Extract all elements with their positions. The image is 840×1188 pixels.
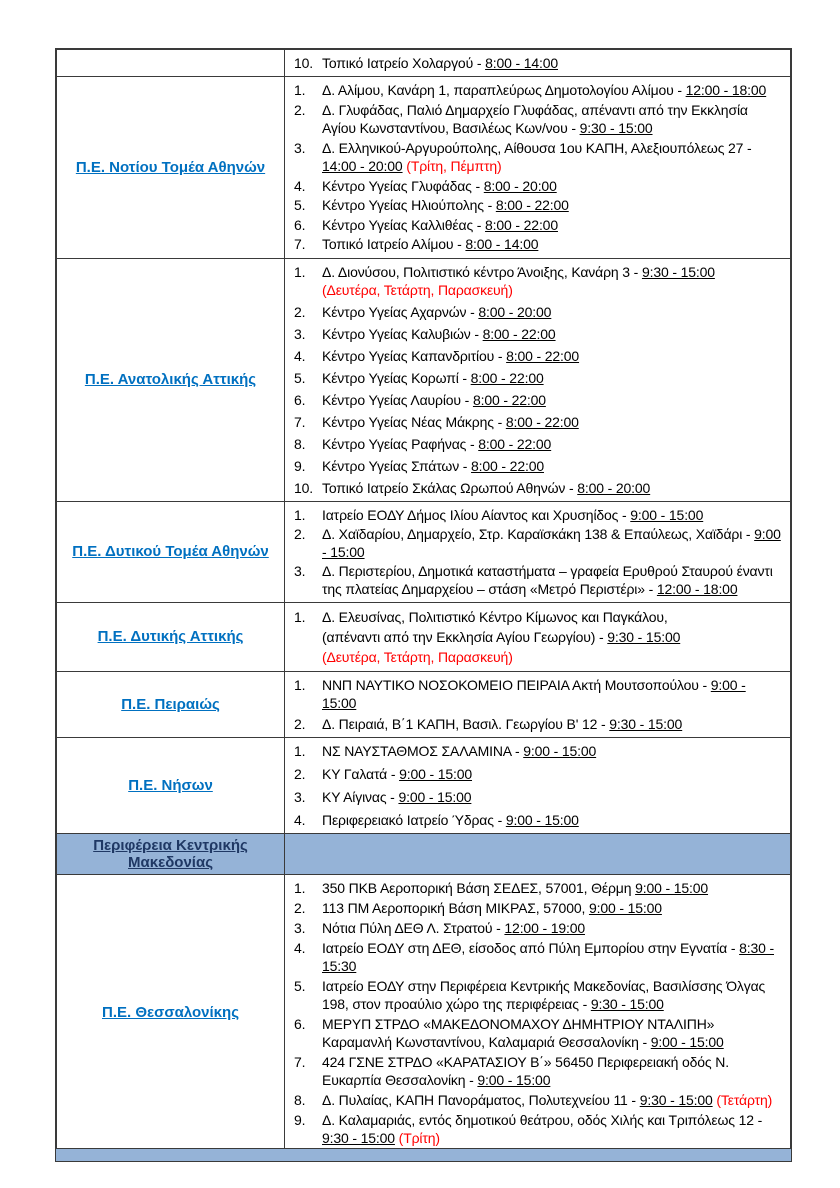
item-text xyxy=(322,81,782,100)
list-item xyxy=(294,54,782,72)
item-text xyxy=(322,525,782,561)
items-cell xyxy=(285,50,790,76)
schedule-table xyxy=(55,48,792,1153)
item-number: 6. xyxy=(294,1015,306,1032)
location-text: Τοπικό Ιατρείο Χολαργού - xyxy=(322,55,486,71)
time-range: 9:00 - 15:00 xyxy=(399,765,473,782)
item-text xyxy=(322,369,782,387)
item-number: 1. xyxy=(294,742,306,759)
item-text xyxy=(322,1053,782,1089)
time-range: 9:00 - 15:00 xyxy=(650,1033,724,1050)
time-range: 14:00 - 20:00 xyxy=(322,158,403,174)
time-range: 8:00 - 14:00 xyxy=(485,55,559,71)
time-range: 9:00 - 15:00 xyxy=(630,506,704,523)
item-number: 3. xyxy=(294,139,306,156)
time-range: 9:30 - 15:00 xyxy=(609,715,683,732)
items-cell xyxy=(285,672,790,737)
time-range: 9:30 - 15:00 xyxy=(639,1091,713,1108)
region-label[interactable]: Περιφέρεια Κεντρικής Μακεδονίας xyxy=(93,836,248,871)
location-text: Δ. Ελευσίνας, Πολιτιστικό Κέντρο Κίμωνος και Παγκάλου, xyxy=(322,608,668,625)
location-text: 350 ΠΚΒ Αεροπορική Βάση ΣΕΔΕΣ, 57001, Θέρμη xyxy=(322,879,636,896)
time-range: 12:00 - 19:00 xyxy=(504,919,585,936)
region-cell xyxy=(57,50,285,76)
list-item xyxy=(294,263,782,299)
location-text: Δ. Ελληνικού-Αργυρούπολης, Αίθουσα 1ου ΚΑΠΗ, Αλεξιουπόλεως 27 - xyxy=(322,139,752,156)
items-cell xyxy=(285,77,790,258)
item-number: 2. xyxy=(294,101,306,118)
time-range: 9:00 - 15:00 xyxy=(322,676,746,711)
time-range: 12:00 - 18:00 xyxy=(656,580,738,597)
location-text: Ιατρείο ΕΟΔΥ στην Περιφέρεια Κεντρικής Μακεδονίας, Βασιλίσσης Όλγας 198, στον προαύλιο χώρο της περιφέρειας - xyxy=(322,977,766,1012)
time-range: 8:00 - 22:00 xyxy=(495,197,569,213)
item-text xyxy=(322,742,782,760)
item-text xyxy=(322,788,782,806)
item-text xyxy=(322,139,782,176)
list-item xyxy=(294,506,782,524)
item-number: 2. xyxy=(294,303,306,320)
item-number: 1. xyxy=(294,506,306,523)
list-item xyxy=(294,1053,782,1089)
location-text: Δ. Πυλαίας, ΚΑΠΗ Πανοράματος, Πολυτεχνείου 11 - xyxy=(322,1091,640,1108)
list-item xyxy=(294,413,782,431)
item-number: 7. xyxy=(294,1053,306,1070)
location-text: Κέντρο Υγείας Λαυρίου - xyxy=(322,391,473,408)
item-text xyxy=(322,413,782,431)
item-number: 1. xyxy=(294,82,306,98)
time-range: 9:30 - 15:00 xyxy=(641,263,715,280)
item-text xyxy=(322,506,782,524)
time-range: 9:30 - 15:00 xyxy=(322,1129,395,1146)
list-item xyxy=(294,899,782,917)
item-text xyxy=(322,1091,782,1109)
location-text: Δ. Περιστερίου, Δημοτικά καταστήματα – γραφεία Ερυθρού Σταυρού έναντι της πλατείας Δημαρχείου – στάση «Μετρό Περιστέρι» - xyxy=(322,562,773,597)
time-range: 9:00 - 15:00 xyxy=(505,811,579,828)
region-row xyxy=(57,76,790,258)
region-label[interactable]: Π.Ε. Ανατολικής Αττικής xyxy=(84,371,257,388)
item-text xyxy=(322,347,782,365)
region-label[interactable]: Π.Ε. Δυτικού Τομέα Αθηνών xyxy=(72,543,269,560)
location-text: Δ. Αλίμου, Κανάρη 1, παραπλεύρως Δημοτολογίου Αλίμου - xyxy=(322,82,686,98)
item-number: 1. xyxy=(294,263,306,280)
time-range: 9:30 - 15:00 xyxy=(590,995,664,1012)
time-range: 9:30 - 15:00 xyxy=(579,120,653,136)
list-item xyxy=(294,196,782,215)
region-label[interactable]: Π.Ε. Νήσων xyxy=(128,776,213,794)
items-cell xyxy=(285,875,790,1151)
item-text xyxy=(322,811,782,829)
item-text xyxy=(322,263,782,299)
item-number: 3. xyxy=(294,562,306,579)
item-text xyxy=(322,391,782,409)
time-range: 9:00 - 15:00 xyxy=(322,525,781,560)
region-label[interactable]: Π.Ε. Θεσσαλονίκης xyxy=(101,1004,240,1021)
item-text xyxy=(322,177,782,196)
item-number: 4. xyxy=(294,939,306,956)
item-number: 2. xyxy=(294,715,306,732)
items-cell xyxy=(285,834,790,874)
item-number: 5. xyxy=(294,197,306,213)
item-text xyxy=(322,216,782,235)
location-text: Κέντρο Υγείας Καπανδριτίου - xyxy=(322,347,507,364)
list-item xyxy=(294,742,782,760)
location-text: ΝΣ ΝΑΥΣΤΑΘΜΟΣ ΣΑΛΑΜΙΝΑ - xyxy=(322,742,524,759)
region-cell xyxy=(57,672,285,737)
item-number: 2. xyxy=(294,765,306,782)
location-text: Δ. Γλυφάδας, Παλιό Δημαρχείο Γλυφάδας, απέναντι από την Εκκλησία Αγίου Κωνσταντίνου, Βασιλέως Κων/νου - xyxy=(322,101,748,136)
item-number: 4. xyxy=(294,347,306,364)
time-range: 8:00 - 22:00 xyxy=(506,347,580,364)
location-text: 113 ΠΜ Αεροπορική Βάση ΜΙΚΡΑΣ, 57000, xyxy=(322,899,589,916)
location-text: Δ. Χαϊδαρίου, Δημαρχείο, Στρ. Καραϊσκάκη 138 & Επαύλεως, Χαϊδάρι - xyxy=(322,525,755,542)
item-text xyxy=(322,1111,782,1147)
item-text xyxy=(322,939,782,975)
region-row xyxy=(57,602,790,671)
list-item xyxy=(294,525,782,561)
item-text xyxy=(322,879,782,897)
list-item xyxy=(294,325,782,343)
location-text: 424 ΓΣΝΕ ΣΤΡΔΟ «ΚΑΡΑΤΑΣΙΟΥ Β΄» 56450 Περιφερειακή οδός Ν. Ευκαρπία Θεσσαλονίκη - xyxy=(322,1053,729,1088)
list-item xyxy=(294,939,782,975)
time-range: 8:00 - 22:00 xyxy=(482,325,556,342)
item-number: 2. xyxy=(294,899,306,916)
location-text: Κέντρο Υγείας Αχαρνών - xyxy=(322,303,479,320)
region-label[interactable]: Π.Ε. Νοτίου Τομέα Αθηνών xyxy=(75,158,266,176)
time-range: 8:00 - 14:00 xyxy=(465,236,539,252)
region-cell xyxy=(57,502,285,602)
location-text: Κέντρο Υγείας Καλλιθέας - xyxy=(322,216,486,233)
location-text: Δ. Διονύσου, Πολιτιστικό κέντρο Άνοιξης, Κανάρη 3 - xyxy=(322,263,642,280)
region-cell xyxy=(57,603,285,671)
item-text xyxy=(322,715,782,733)
item-text xyxy=(322,977,782,1013)
list-item xyxy=(294,788,782,806)
list-item xyxy=(294,303,782,321)
item-number: 10. xyxy=(294,479,314,496)
item-number: 7. xyxy=(294,413,306,430)
item-number: 6. xyxy=(294,391,306,408)
schedule-day-note: (Τρίτη) xyxy=(394,1129,440,1146)
item-text xyxy=(322,676,782,712)
list-item xyxy=(294,101,782,138)
item-number: 1. xyxy=(294,879,306,896)
location-text: Καραμανλή Κωνσταντίνου, Καλαμαριά Θεσσαλονίκη - xyxy=(322,1033,651,1050)
item-number: 9. xyxy=(294,1111,306,1128)
item-number: 4. xyxy=(294,177,306,194)
item-text xyxy=(322,325,782,343)
list-item xyxy=(294,977,782,1013)
item-number: 3. xyxy=(294,325,306,342)
time-range: 8:00 - 20:00 xyxy=(483,177,557,194)
location-text: Κέντρο Υγείας Ραφήνας - xyxy=(322,435,479,452)
list-item xyxy=(294,1111,782,1147)
region-header-row xyxy=(57,833,790,874)
item-text xyxy=(322,919,782,937)
list-item xyxy=(294,369,782,387)
item-number: 6. xyxy=(294,216,306,233)
item-number: 8. xyxy=(294,435,306,452)
items-cell xyxy=(285,259,790,501)
item-number: 1. xyxy=(294,676,306,693)
time-range: 8:00 - 20:00 xyxy=(577,479,651,496)
list-item xyxy=(294,607,782,667)
list-item xyxy=(294,562,782,598)
item-number: 4. xyxy=(294,811,306,828)
item-number: 5. xyxy=(294,369,306,386)
region-cell xyxy=(57,259,285,501)
item-number: 1. xyxy=(294,608,306,625)
list-item xyxy=(294,479,782,497)
time-range: 9:00 - 15:00 xyxy=(477,1071,551,1088)
item-text xyxy=(322,196,782,215)
location-text: ΚΥ Αίγινας - xyxy=(322,788,399,805)
item-text xyxy=(322,235,782,254)
location-text: Περιφερειακό Ιατρείο Ύδρας - xyxy=(322,811,506,828)
schedule-day-note: (Τρίτη, Πέμπτη) xyxy=(402,158,502,174)
list-item xyxy=(294,81,782,100)
region-cell xyxy=(57,875,285,1151)
time-range: 8:00 - 22:00 xyxy=(472,391,546,408)
items-cell xyxy=(285,603,790,671)
list-item xyxy=(294,235,782,254)
item-text xyxy=(322,101,782,138)
location-text: Κέντρο Υγείας Γλυφάδας - xyxy=(322,177,484,194)
location-text: Τοπικό Ιατρείο Αλίμου - xyxy=(322,236,466,252)
item-number: 3. xyxy=(294,788,306,805)
time-range: 8:00 - 22:00 xyxy=(485,216,558,233)
list-item xyxy=(294,765,782,783)
location-text: Ιατρείο ΕΟΔΥ στη ΔΕΘ, είσοδος από Πύλη Εμπορίου στην Εγνατία - xyxy=(322,939,740,956)
time-range: 9:30 - 15:00 xyxy=(607,628,681,645)
list-item xyxy=(294,1091,782,1109)
location-text: Δ. Καλαμαριάς, εντός δημοτικού θεάτρου, οδός Χιλής και Τριπόλεως 12 - xyxy=(322,1111,763,1128)
item-number: 5. xyxy=(294,977,306,994)
region-label[interactable]: Π.Ε. Δυτικής Αττικής xyxy=(97,628,244,645)
item-text xyxy=(322,479,782,497)
schedule-day-note: (Δευτέρα, Τετάρτη, Παρασκευή) xyxy=(322,648,513,665)
region-label[interactable]: Π.Ε. Πειραιώς xyxy=(121,695,220,713)
schedule-day-note: (Τετάρτη) xyxy=(712,1091,773,1108)
list-item xyxy=(294,391,782,409)
time-range: 9:00 - 15:00 xyxy=(588,899,662,916)
list-item xyxy=(294,919,782,937)
item-number: 9. xyxy=(294,457,306,474)
location-text: (απέναντι από την Εκκλησία Αγίου Γεωργίου) - xyxy=(322,628,608,645)
list-item xyxy=(294,1015,782,1051)
region-row xyxy=(57,874,790,1151)
location-text: Κέντρο Υγείας Καλυβιών - xyxy=(322,325,483,342)
list-item xyxy=(294,347,782,365)
time-range: 8:00 - 22:00 xyxy=(470,369,544,386)
item-number: 2. xyxy=(294,525,306,542)
time-range: 8:00 - 22:00 xyxy=(471,457,544,474)
list-item xyxy=(294,715,782,733)
items-cell xyxy=(285,502,790,602)
item-text xyxy=(322,607,782,667)
region-cell xyxy=(57,738,285,833)
time-range: 9:00 - 15:00 xyxy=(398,788,472,805)
list-item xyxy=(294,435,782,453)
time-range: 8:30 - 15:30 xyxy=(322,939,774,974)
location-text: Κέντρο Υγείας Σπάτων - xyxy=(322,457,472,474)
item-text xyxy=(322,435,782,453)
location-text: Δ. Πειραιά, Β΄1 ΚΑΠΗ, Βασιλ. Γεωργίου Β' 12 - xyxy=(322,715,610,732)
items-cell xyxy=(285,738,790,833)
region-row xyxy=(57,501,790,602)
item-number: 10. xyxy=(294,55,314,71)
list-item xyxy=(294,139,782,176)
list-item xyxy=(294,811,782,829)
list-item xyxy=(294,676,782,712)
region-row xyxy=(57,50,790,76)
region-row xyxy=(57,737,790,833)
location-text: Ιατρείο ΕΟΔΥ Δήμος Ιλίου Αίαντος και Χρυσηίδος - xyxy=(322,506,631,523)
time-range: 9:00 - 15:00 xyxy=(523,742,597,759)
list-item xyxy=(294,457,782,475)
next-region-row-sliver xyxy=(55,1148,792,1162)
region-cell xyxy=(57,77,285,258)
region-row xyxy=(57,258,790,501)
list-item xyxy=(294,216,782,235)
list-item xyxy=(294,879,782,897)
region-cell xyxy=(57,834,285,874)
time-range: 8:00 - 20:00 xyxy=(478,303,552,320)
time-range: 8:00 - 22:00 xyxy=(505,413,579,430)
item-number: 8. xyxy=(294,1091,306,1108)
location-text: ΝΝΠ ΝΑΥΤΙΚΟ ΝΟΣΟΚΟΜΕΙΟ ΠΕΙΡΑΙΑ Ακτή Μουτσοπούλου - xyxy=(322,676,711,693)
item-text xyxy=(322,899,782,917)
time-range: 8:00 - 22:00 xyxy=(478,435,552,452)
location-text: ΜΕΡΥΠ ΣΤΡΔΟ «ΜΑΚΕΔΟΝΟΜΑΧΟΥ ΔΗΜΗΤΡΙΟΥ ΝΤΑΛΙΠΗ» xyxy=(322,1015,715,1032)
time-range: 9:00 - 15:00 xyxy=(635,879,709,896)
location-text: ΚΥ Γαλατά - xyxy=(322,765,400,782)
item-text xyxy=(322,303,782,321)
item-text xyxy=(322,765,782,783)
schedule-day-note: (Δευτέρα, Τετάρτη, Παρασκευή) xyxy=(322,281,513,298)
location-text: Νότια Πύλη ΔΕΘ Λ. Στρατού - xyxy=(322,919,505,936)
location-text: Κέντρο Υγείας Ηλιούπολης - xyxy=(322,197,496,213)
item-text xyxy=(322,457,782,475)
time-range: 12:00 - 18:00 xyxy=(685,82,767,98)
item-number: 7. xyxy=(294,236,306,252)
item-text xyxy=(322,562,782,598)
region-row xyxy=(57,671,790,737)
location-text: Κέντρο Υγείας Νέας Μάκρης - xyxy=(322,413,506,430)
item-text xyxy=(322,54,782,72)
item-number: 3. xyxy=(294,919,306,936)
location-text: Τοπικό Ιατρείο Σκάλας Ωρωπού Αθηνών - xyxy=(322,479,578,496)
item-text xyxy=(322,1015,782,1051)
location-text: Κέντρο Υγείας Κορωπί - xyxy=(322,369,471,386)
list-item xyxy=(294,177,782,196)
